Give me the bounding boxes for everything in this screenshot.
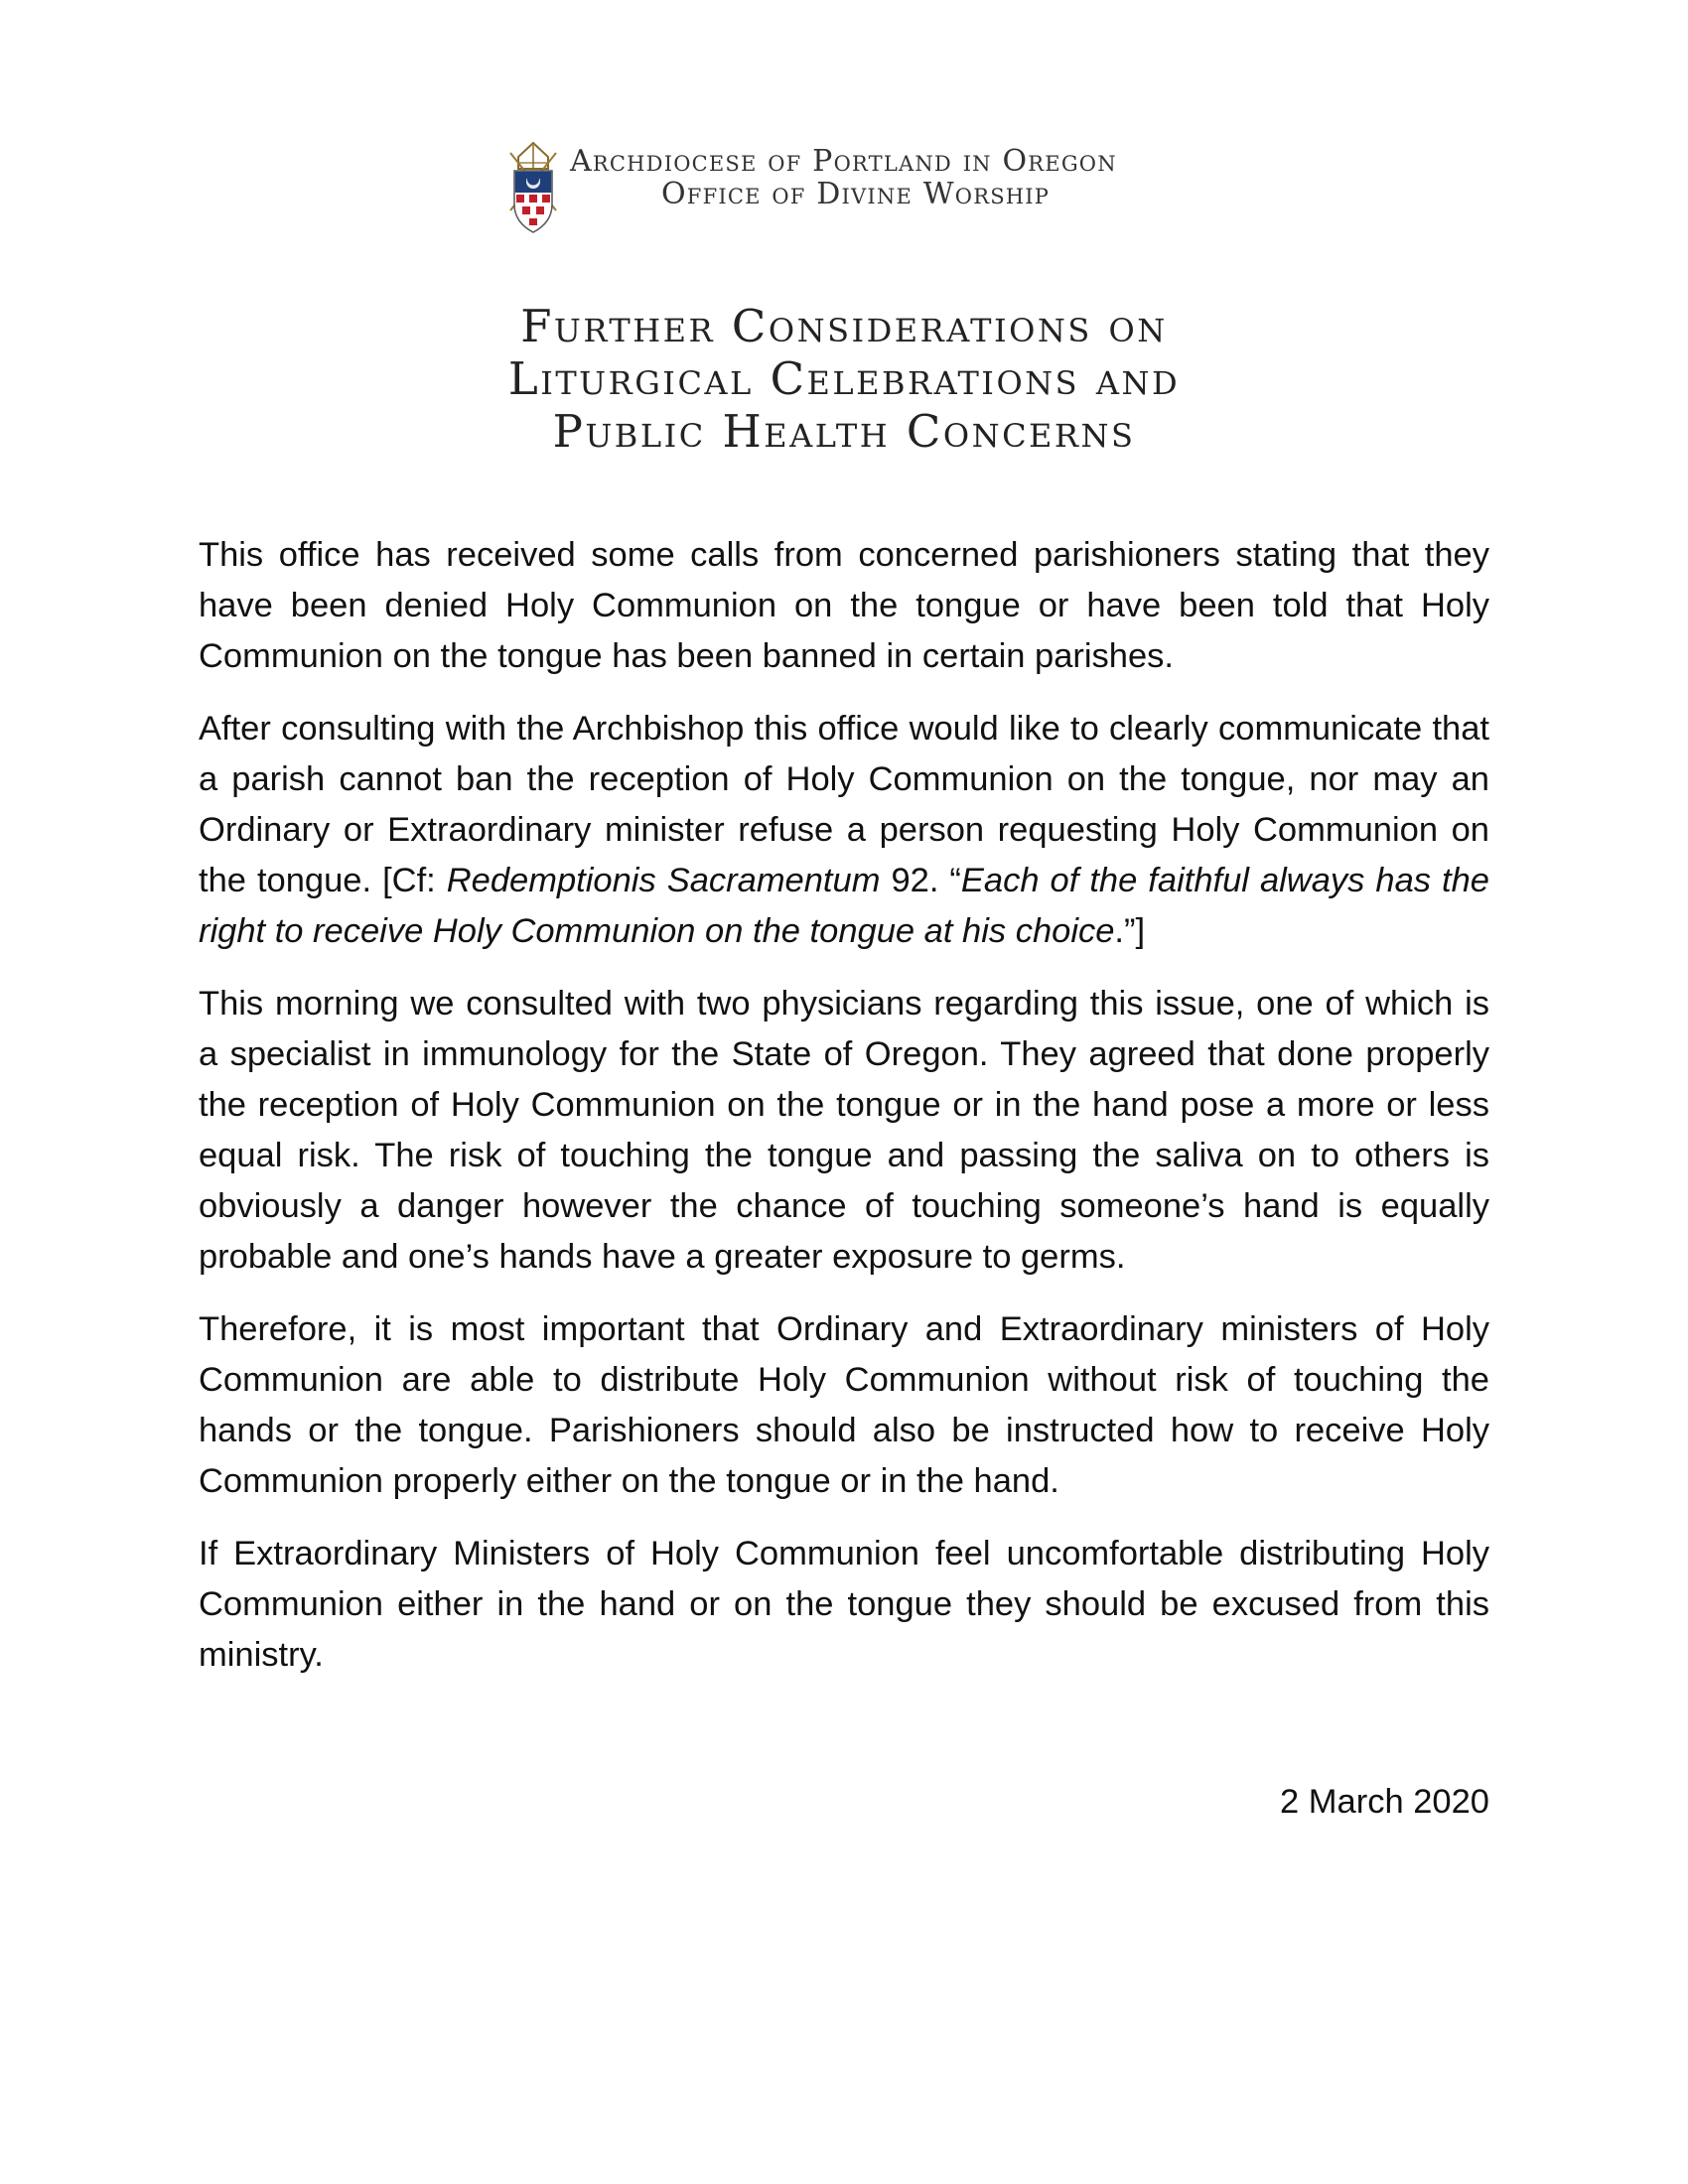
paragraph-2-end: .”] <box>1114 912 1146 950</box>
paragraph-2 <box>199 704 1489 957</box>
document-body <box>199 530 1489 1703</box>
paragraph-3: This morning we consulted with two physicians regarding this issue, one of which is a specialist in immunology for the State of Oregon. They agreed that done properly the reception of Holy Communion on the tongue or in the hand pose a more or less equal risk. The risk of touching the tongue and passing the saliva on to others is obviously a danger however the chance of touching someone’s hand is equally probable and one’s hands have a greater exposure to germs. <box>199 985 1489 1276</box>
title-line-1: Further Considerations on <box>520 300 1168 352</box>
archdiocese-coat-of-arms-icon <box>504 141 562 236</box>
letterhead <box>504 141 1199 240</box>
paragraph-5: If Extraordinary Ministers of Holy Communion feel uncomfortable distributing Holy Communion either in the hand or on the tongue they should be excused from this ministry. <box>199 1535 1489 1674</box>
document-date: 2 March 2020 <box>1280 1783 1489 1821</box>
title-line-2: Liturgical Celebrations and <box>507 352 1181 405</box>
letterhead-text <box>570 145 1166 210</box>
quoted-text: Each of the faithful always has the right to receive Holy Communion on the tongue at his choice <box>199 862 1489 950</box>
source-title: Redemptionis Sacramentum <box>446 862 881 899</box>
office-name: Office of Divine Worship <box>661 177 1051 211</box>
paragraph-4: Therefore, it is most important that Ordinary and Extraordinary ministers of Holy Communion are able to distribute Holy Communion without risk of touching the hands or the tongue. Parishioners should also be instructed how to receive Holy Communion properly either on the tongue or in the hand. <box>199 1310 1489 1500</box>
title-line-3: Public Health Concerns <box>552 405 1136 458</box>
document-title <box>199 300 1489 458</box>
paragraph-2-intro: After consulting with the Archbishop this office would like to clearly communicate that a parish cannot ban the reception of Holy Communion on the tongue, nor may an Ordinary or Extraordinary minister refuse a person requesting Holy Communion on the tongue. [Cf: <box>199 710 1489 899</box>
paragraph-2-mid: 92. “ <box>880 862 961 899</box>
organization-name: Archdiocese of Portland in Oregon <box>570 144 1117 179</box>
paragraph-1: This office has received some calls from concerned parishioners stating that they have been denied Holy Communion on the tongue or have been told that Holy Communion on the tongue has been banned in certain parishes. <box>199 536 1489 675</box>
